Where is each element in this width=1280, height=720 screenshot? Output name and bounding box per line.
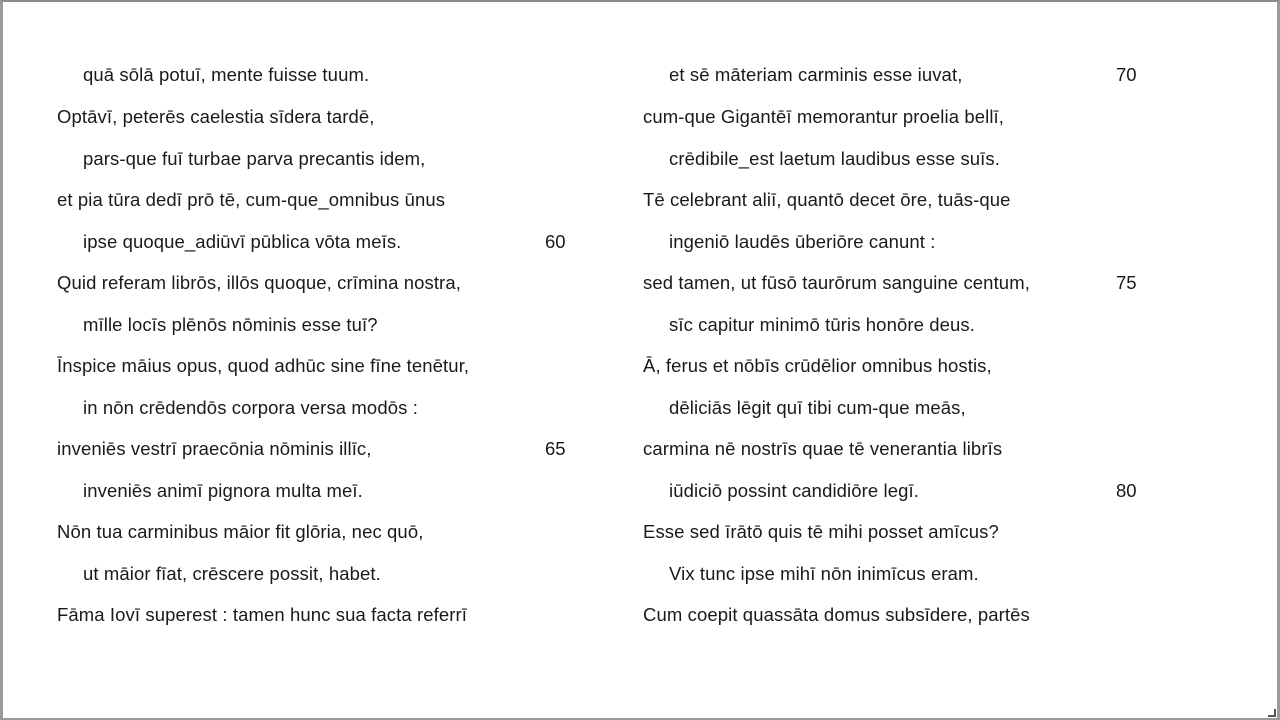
verse-line: inveniēs vestrī praecōnia nōminis illīc, xyxy=(57,438,372,459)
verse-line: dēliciās lēgit quī tibi cum-que meās, xyxy=(669,397,966,418)
verse-line: Esse sed īrātō quis tē mihi posset amīcus? xyxy=(643,521,999,542)
verse-line: crēdibile_est laetum laudibus esse suīs. xyxy=(669,148,1001,169)
verse-line: carmina nē nostrīs quae tē venerantia librīs xyxy=(643,438,1003,459)
line-number: 75 xyxy=(1116,272,1137,293)
verse-line: cum-que Gigantēī memorantur proelia bellī, xyxy=(643,106,1005,127)
verse-line: Nōn tua carminibus māior fit glōria, nec quō, xyxy=(57,521,424,542)
verse-line: ingeniō laudēs ūberiōre canunt : xyxy=(669,231,936,252)
verse-line: Vix tunc ipse mihī nōn inimīcus eram. xyxy=(669,563,979,584)
verse-line: pars-que fuī turbae parva precantis idem, xyxy=(83,148,426,169)
verse-line: Quid referam librōs, illōs quoque, crīmina nostra, xyxy=(57,272,461,293)
verse-line: quā sōlā potuī, mente fuisse tuum. xyxy=(83,64,370,85)
verse-line: Tē celebrant aliī, quantō decet ōre, tuās-que xyxy=(643,189,1011,210)
line-number: 80 xyxy=(1116,480,1137,501)
verse-line: ipse quoque_adiūvī pūblica vōta meīs. xyxy=(83,231,402,252)
verse-line: sed tamen, ut fūsō taurōrum sanguine centum, xyxy=(643,272,1030,293)
line-number: 60 xyxy=(545,231,566,252)
verse-line: Īnspice māius opus, quod adhūc sine fīne tenētur, xyxy=(57,355,470,376)
verse-line: et sē māteriam carminis esse iuvat, xyxy=(669,64,963,85)
verse-line: ut māior fīat, crēscere possit, habet. xyxy=(83,563,381,584)
verse-line: in nōn crēdendōs corpora versa modōs : xyxy=(83,397,418,418)
verse-line: Ā, ferus et nōbīs crūdēlior omnibus hostis, xyxy=(643,355,992,376)
verse-line: iūdiciō possint candidiōre legī. xyxy=(669,480,920,501)
verse-line: Fāma Iovī superest : tamen hunc sua facta referrī xyxy=(57,604,468,625)
verse-line: mīlle locīs plēnōs nōminis esse tuī? xyxy=(83,314,378,335)
line-number: 70 xyxy=(1116,64,1137,85)
verse-line: Optāvī, peterēs caelestia sīdera tardē, xyxy=(57,106,375,127)
verse-line: Cum coepit quassāta domus subsīdere, partēs xyxy=(643,604,1030,625)
line-number: 65 xyxy=(545,438,566,459)
resize-grip-icon[interactable] xyxy=(1268,709,1276,717)
verse-line: sīc capitur minimō tūris honōre deus. xyxy=(669,314,975,335)
verse-line: inveniēs animī pignora multa meī. xyxy=(83,480,363,501)
verse-line: et pia tūra dedī prō tē, cum-que_omnibus ūnus xyxy=(57,189,446,210)
